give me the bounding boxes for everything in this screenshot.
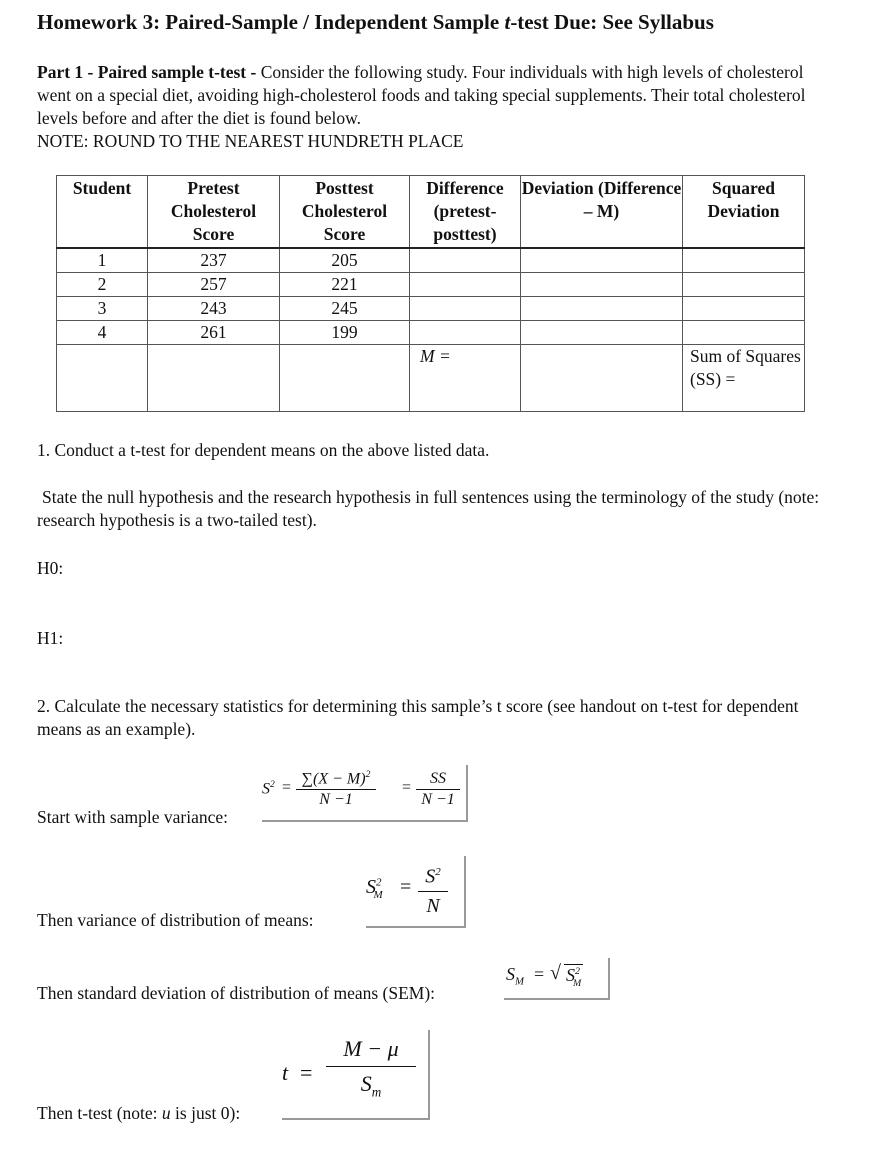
- var-means-label: Then variance of distribution of means:: [37, 910, 314, 930]
- table-summary-row: [57, 345, 805, 412]
- cell-student: 1: [57, 248, 148, 273]
- cell-posttest: 221: [280, 273, 410, 297]
- h1-label: H1:: [37, 628, 64, 648]
- table-row: [57, 297, 805, 321]
- cell-difference[interactable]: [410, 297, 521, 321]
- cell-deviation[interactable]: [521, 248, 683, 273]
- part1-paragraph: [37, 61, 827, 153]
- mean-cell[interactable]: M =: [410, 345, 521, 412]
- cell-deviation[interactable]: [521, 321, 683, 345]
- header-posttest: Posttest Cholesterol Score: [280, 176, 410, 249]
- q1-instruction: State the null hypothesis and the research hypothesis in full sentences using the terminology of the study (note: research hypothesis is a two-tailed test).: [37, 487, 820, 530]
- cell-difference[interactable]: [410, 273, 521, 297]
- cell-squared-deviation[interactable]: [683, 321, 805, 345]
- cholesterol-table: [56, 175, 805, 412]
- table-header-row: [57, 176, 805, 249]
- table-row: [57, 273, 805, 297]
- q1-text: 1. Conduct a t-test for dependent means on the above listed data.: [37, 440, 490, 460]
- part1-note: NOTE: ROUND TO THE NEAREST HUNDRETH PLACE: [37, 131, 464, 151]
- cell-student: 3: [57, 297, 148, 321]
- ttest-label: Then t-test (note: u is just 0):: [37, 1103, 241, 1123]
- t-test-formula: t = M − μ $S_m$: [282, 1030, 430, 1120]
- page-title: Homework 3: Paired-Sample / Independent Sample t-test Due: See Syllabus: [37, 10, 714, 34]
- cell-deviation[interactable]: [521, 273, 683, 297]
- table-row: [57, 248, 805, 273]
- header-pretest: Pretest Cholesterol Score: [148, 176, 280, 249]
- cell-posttest: 205: [280, 248, 410, 273]
- q2-text: 2. Calculate the necessary statistics for determining this sample’s t score (see handout on t-test for dependent means as an example).: [37, 696, 799, 739]
- cell-pretest: 257: [148, 273, 280, 297]
- header-difference: Difference (pretest- posttest): [410, 176, 521, 249]
- sum-of-squares-cell[interactable]: Sum of Squares (SS) =: [683, 345, 805, 412]
- cell-student: 2: [57, 273, 148, 297]
- part1-label: Part 1 - Paired sample t-test -: [37, 62, 257, 82]
- cell-difference[interactable]: [410, 248, 521, 273]
- variance-label: Start with sample variance:: [37, 807, 228, 827]
- cell-squared-deviation[interactable]: [683, 248, 805, 273]
- cell-posttest: 199: [280, 321, 410, 345]
- header-student: Student: [57, 176, 148, 249]
- variance-formula: $S^2$ = $\sum(X - M)^2$ N −1 = SS N −1: [262, 765, 468, 822]
- cell-difference[interactable]: [410, 321, 521, 345]
- cell-student: 4: [57, 321, 148, 345]
- cell-squared-deviation[interactable]: [683, 273, 805, 297]
- variance-of-means-formula: $S^2_M$ = $S^2$ N: [366, 856, 466, 928]
- cell-pretest: 243: [148, 297, 280, 321]
- table-row: [57, 321, 805, 345]
- cell-pretest: 237: [148, 248, 280, 273]
- cell-posttest: 245: [280, 297, 410, 321]
- cell-squared-deviation[interactable]: [683, 297, 805, 321]
- header-deviation: Deviation (Difference – M): [521, 176, 683, 249]
- sem-label: Then standard deviation of distribution of means (SEM):: [37, 983, 436, 1003]
- cell-pretest: 261: [148, 321, 280, 345]
- part1-text: Consider the following study. Four individuals with high levels of cholesterol went on a special diet, avoiding high-cholesterol foods and taking special supplements. Their total cholesterol levels before and after the diet is found below.: [37, 62, 806, 128]
- header-squared-deviation: Squared Deviation: [683, 176, 805, 249]
- sem-formula: $S_M$ = √ $S^2_M$: [504, 958, 610, 1000]
- h0-label: H0:: [37, 558, 64, 578]
- cell-deviation[interactable]: [521, 297, 683, 321]
